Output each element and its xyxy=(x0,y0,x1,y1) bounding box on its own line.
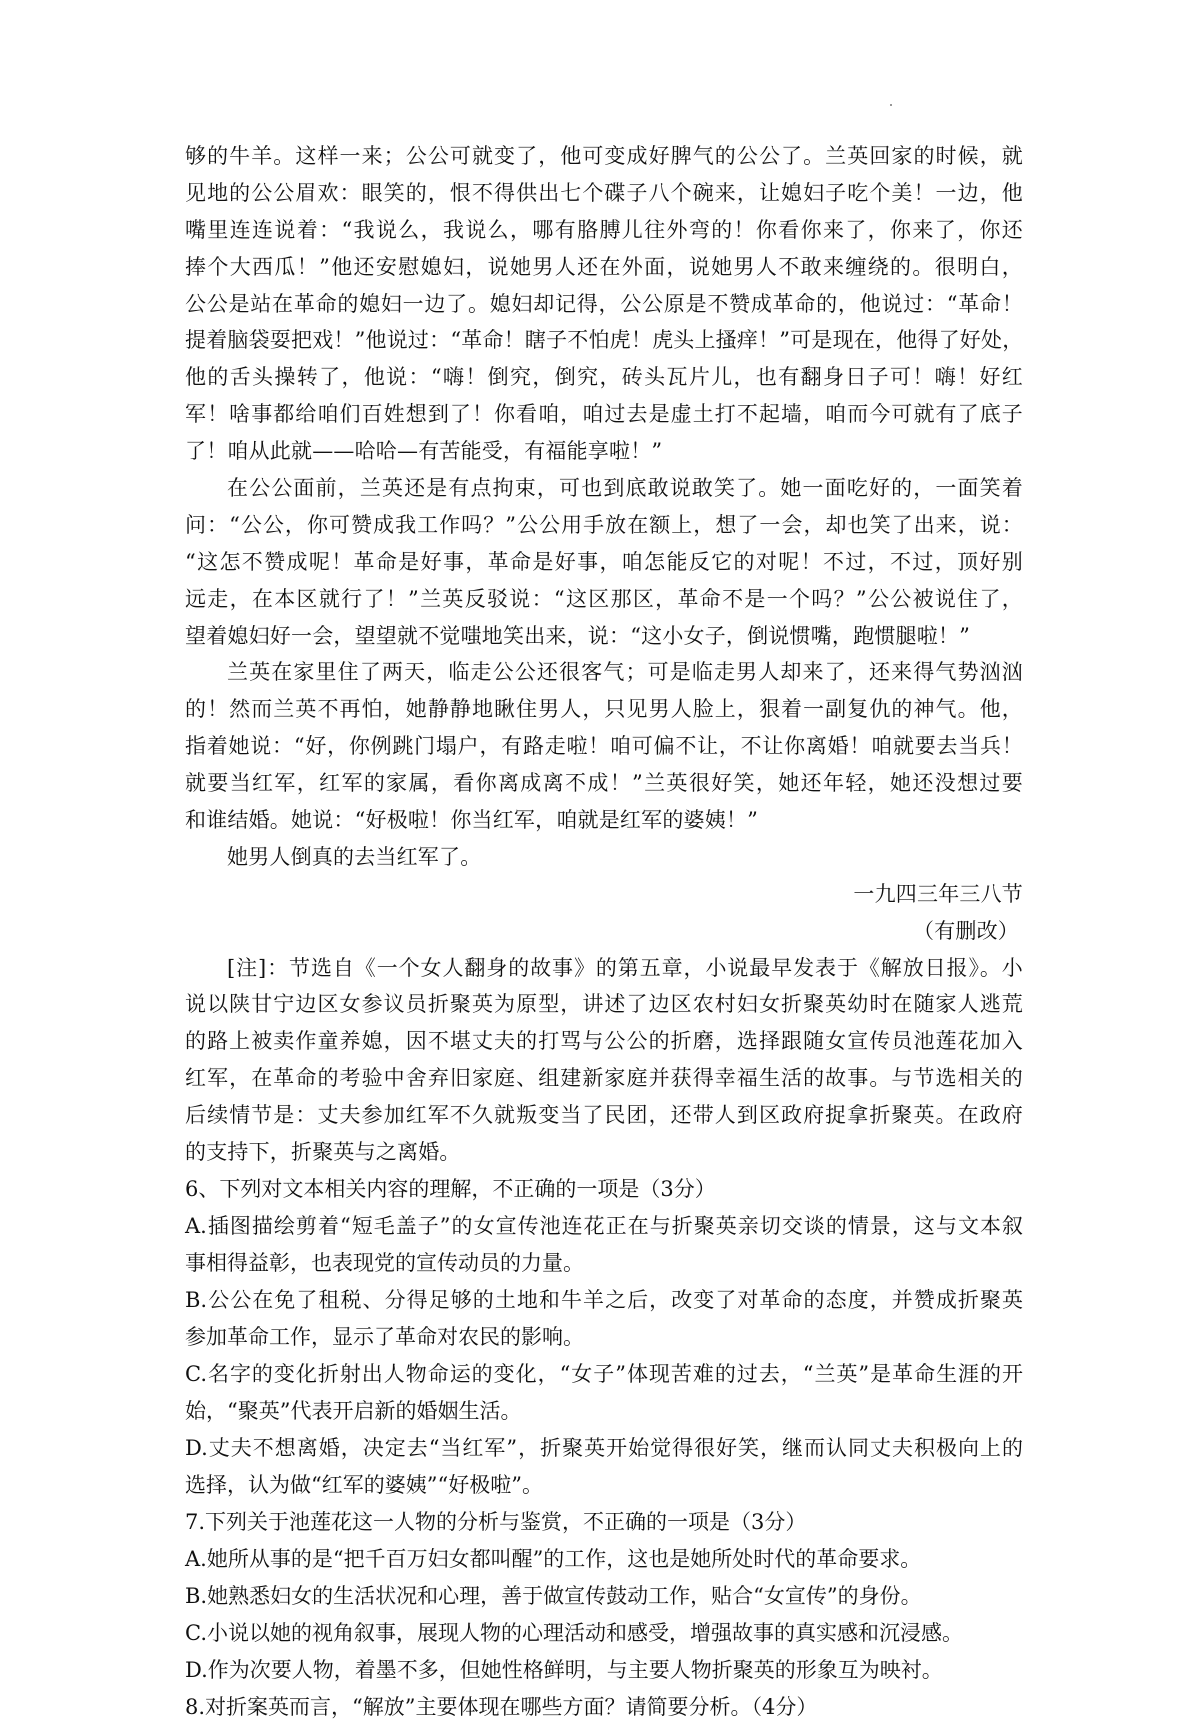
text-line: 在公公面前，兰英还是有点拘束，可也到底敢说敢笑了。她一面吃好的，一面笑着 xyxy=(227,476,1023,501)
text-line: 嘴里连连说着：“我说么，我说么，哪有胳膊儿往外弯的！你看你来了，你来了，你还 xyxy=(185,217,1023,242)
text-line: 他的舌头操转了，他说：“嗨！倒究，倒究，砖头瓦片儿，也有翻身日子可！嗨！好红 xyxy=(185,365,1023,390)
question-stem: 8.对折案英而言，“解放”主要体现在哪些方面？请简要分析。（4分） xyxy=(185,1694,818,1719)
passage-paragraph xyxy=(185,470,1023,654)
document-body xyxy=(185,138,1023,1726)
text-line: 就要当红军，红军的家属，看你离成离不成！”兰英很好笑，她还年轻，她还没想过要 xyxy=(185,771,1023,796)
option-d xyxy=(185,1430,1023,1504)
passage-date: 一九四三年三八节 xyxy=(853,881,1023,906)
text-line: 远走，在本区就行了！”兰英反驳说：“这区那区，革命不是一个吗？”公公被说住了， xyxy=(185,586,1023,611)
text-line: 见地的公公眉欢：眼笑的，恨不得供出七个碟子八个碗来，让媳妇子吃个美！一边，他 xyxy=(185,180,1023,205)
text-line: 选择，认为做“红军的婆姨”“好极啦”。 xyxy=(185,1472,543,1497)
question-stem: 7.下列关于池莲花这一人物的分析与鉴赏，不正确的一项是（3分） xyxy=(185,1509,807,1534)
passage-paragraph xyxy=(185,138,1023,470)
text-line: 够的牛羊。这样一来；公公可就变了，他可变成好脾气的公公了。兰英回家的时候，就 xyxy=(185,144,1023,168)
text-line: 参加革命工作，显示了革命对农民的影响。 xyxy=(185,1324,584,1349)
text-line: [注]：节选自《一个女人翻身的故事》的第五章，小说最早发表于《解放日报》。小 xyxy=(227,955,1023,980)
text-line: 望着媳妇好一会，望望就不觉嗤地笑出来，说：“这小女子，倒说惯嘴，跑惯腿啦！” xyxy=(185,623,971,648)
edited-note: （有删改） xyxy=(913,918,1019,943)
text-line: 的路上被卖作童养媳，因不堪丈夫的打骂与公公的折磨，选择跟随女宣传员池莲花加入 xyxy=(185,1029,1023,1054)
text-line: A.插图描绘剪着“短毛盖子”的女宣传池连花正在与折聚英亲切交谈的情景，这与文本叙 xyxy=(185,1213,1023,1238)
text-line: 后续情节是：丈夫参加红军不久就叛变当了民团，还带人到区政府捉拿折聚英。在政府 xyxy=(185,1103,1023,1128)
text-line: 捧个大西瓜！”他还安慰媳妇，说她男人还在外面，说她男人不敢来缠绕的。很明白， xyxy=(185,254,1023,279)
question-7 xyxy=(185,1504,1023,1689)
text-line: 指着她说：“好，你例跳门塌户，有路走啦！咱可偏不让，不让你离婚！咱就要去当兵！ xyxy=(185,734,1023,759)
option-a: A.她所从事的是“把千百万妇女都叫醒”的工作，这也是她所处时代的革命要求。 xyxy=(185,1546,922,1571)
text-line: 的支持下，折聚英与之离婚。 xyxy=(185,1140,461,1165)
text-line: 和谁结婚。她说：“好极啦！你当红军，咱就是红军的婆姨！” xyxy=(185,808,759,833)
option-d: D.作为次要人物，着墨不多，但她性格鲜明，与主要人物折聚英的形象互为映衬。 xyxy=(185,1657,943,1682)
text-line: 始，“聚英”代表开启新的婚姻生活。 xyxy=(185,1398,522,1423)
text-line: 说以陕甘宁边区女参议员折聚英为原型，讲述了边区农村妇女折聚英幼时在随家人逃荒 xyxy=(185,992,1023,1017)
passage-paragraph xyxy=(185,839,1023,876)
text-line: 的！然而兰英不再怕，她静静地瞅住男人，只见男人脸上，狠着一副复仇的神气。他， xyxy=(185,697,1023,722)
question-stem: 6、下列对文本相关内容的理解，不正确的一项是（3分） xyxy=(185,1176,716,1201)
text-line: D.丈夫不想离婚，决定去“当红军”，折聚英开始觉得很好笑，继而认同丈夫积极向上的 xyxy=(185,1435,1023,1460)
text-line: 红军，在革命的考验中舍弃旧家庭、组建新家庭并获得幸福生活的故事。与节选相关的 xyxy=(185,1066,1023,1091)
option-b: B.她熟悉妇女的生活状况和心理，善于做宣传鼓动工作，贴合“女宣传”的身份。 xyxy=(185,1583,922,1608)
question-8 xyxy=(185,1689,1023,1726)
annotation-note xyxy=(185,950,1023,1171)
option-b xyxy=(185,1282,1023,1356)
text-line: “这怎不赞成呢！革命是好事，革命是好事，咱怎能反它的对呢！不过，不过，顶好别 xyxy=(185,549,1023,574)
text-line: C.名字的变化折射出人物命运的变化，“女子”体现苦难的过去，“兰英”是革命生涯的开 xyxy=(185,1361,1023,1386)
question-6 xyxy=(185,1171,1023,1504)
text-line: 提着脑袋耍把戏！”他说过：“革命！瞎子不怕虎！虎头上搔痒！”可是现在，他得了好处， xyxy=(185,328,1024,353)
text-line: 问：“公公，你可赞成我工作吗？”公公用手放在额上，想了一会，却也笑了出来，说： xyxy=(185,512,1023,537)
text-line: 她男人倒真的去当红军了。 xyxy=(227,844,482,869)
text-line: 事相得益彰，也表现党的宣传动员的力量。 xyxy=(185,1250,584,1275)
text-line: B.公公在免了租税、分得足够的土地和牛羊之后，改变了对革命的态度，并赞成折聚英 xyxy=(185,1287,1023,1312)
option-c xyxy=(185,1356,1023,1430)
text-line: 了！咱从此就——哈哈—有苦能受，有福能享啦！” xyxy=(185,439,663,464)
scan-speck xyxy=(890,104,892,106)
text-line: 兰英在家里住了两天，临走公公还很客气；可是临走男人却来了，还来得气势汹汹 xyxy=(227,660,1023,685)
text-line: 军！啥事都给咱们百姓想到了！你看咱，咱过去是虚土打不起墙，咱而今可就有了底子 xyxy=(185,402,1023,427)
text-line: 公公是站在革命的媳妇一边了。媳妇却记得，公公原是不赞成革命的，他说过：“革命！ xyxy=(185,291,1023,316)
passage-paragraph xyxy=(185,654,1023,838)
option-c: C.小说以她的视角叙事，展现人物的心理活动和感受，增强故事的真实感和沉浸感。 xyxy=(185,1620,963,1645)
option-a xyxy=(185,1208,1023,1282)
